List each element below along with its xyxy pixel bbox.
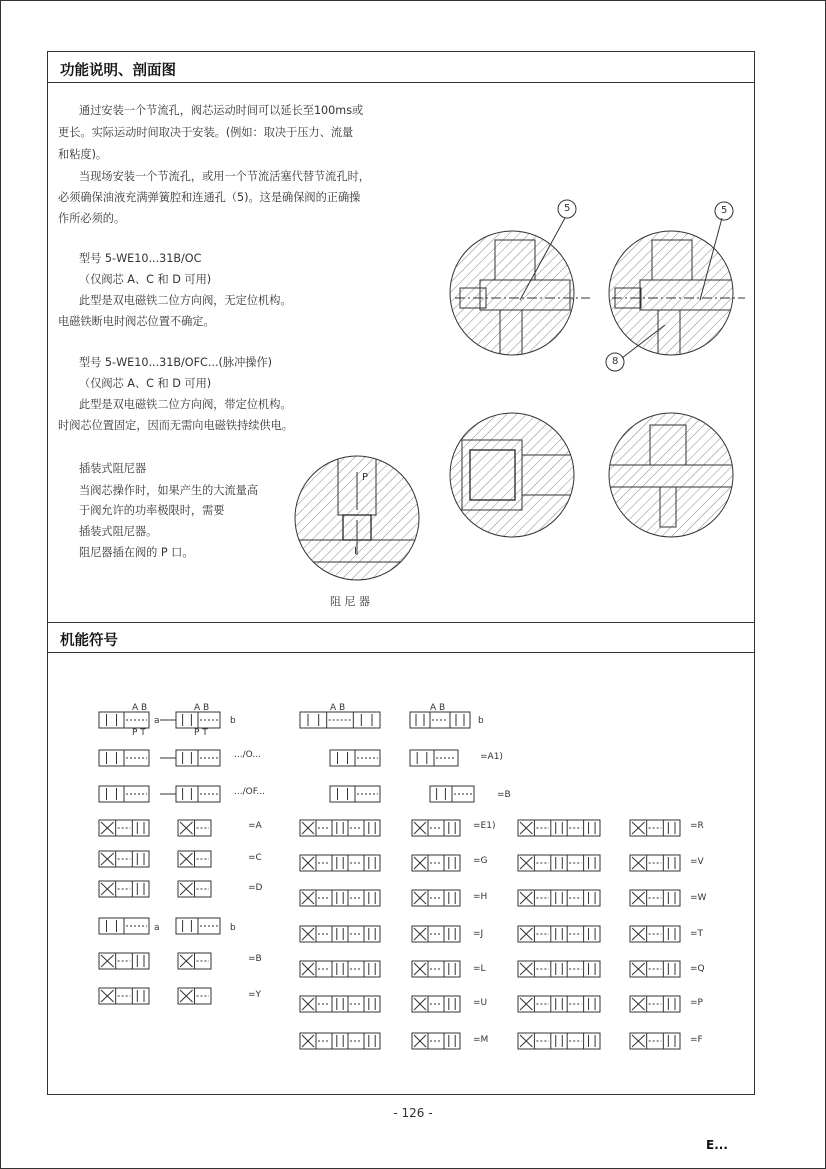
section-title: 功能说明、剖面图 <box>60 63 176 79</box>
eq-d: =D <box>248 883 263 893</box>
oc-type: 型号 5-WE10...31B/OC <box>79 252 202 265</box>
symbol-stroke <box>518 996 600 1012</box>
para2-line2: 必须确保油液充满弹簧腔和连通孔（5)。这是确保阀的正确操 <box>58 191 361 204</box>
port-ab-1: A B <box>132 703 148 713</box>
eq-c: =C <box>248 853 262 863</box>
eq-b: =B <box>248 954 262 964</box>
label-b-2: b <box>478 716 484 726</box>
eq-q: =Q <box>690 964 705 974</box>
oc-spool: （仅阀芯 A、C 和 D 可用) <box>79 273 212 286</box>
eq-j: =J <box>473 929 484 939</box>
section-title: 机能符号 <box>60 633 118 649</box>
symbol-stroke <box>630 855 680 871</box>
edition-flag: E... <box>706 1138 728 1152</box>
symbol-stroke <box>518 926 600 942</box>
symbol-stroke <box>630 890 680 906</box>
eq-e1: =E1) <box>473 821 496 831</box>
symbol-stroke <box>99 820 149 836</box>
eq-f: =F <box>690 1035 703 1045</box>
symbol-stroke <box>300 1033 380 1049</box>
symbol-stroke <box>99 881 149 897</box>
port-ab-4: A B <box>430 703 446 713</box>
para1-line2: 更长。实际运动时间取决于安装。(例如：取决于压力、流量 <box>58 126 354 139</box>
ofc-desc1: 此型是双电磁铁二位方向阀，带定位机构。 <box>79 398 292 411</box>
suffix-of: .../OF... <box>234 787 266 797</box>
page-number: - 126 - <box>393 1106 433 1120</box>
symbol-stroke <box>630 1033 680 1049</box>
label-a-2: a <box>154 923 160 933</box>
eq-m: =M <box>473 1035 489 1045</box>
label-b-1: b <box>230 716 236 726</box>
oc-desc1: 此型是双电磁铁二位方向阀，无定位机构。 <box>79 294 292 307</box>
suffix-o: .../O... <box>234 750 261 760</box>
eq-w: =W <box>690 893 707 903</box>
callout-5b-label: 5 <box>721 205 728 216</box>
para1-line3: 和粘度)。 <box>58 148 108 161</box>
eq-v: =V <box>690 857 704 867</box>
damper-line1: 当阀芯操作时，如果产生的大流量高 <box>79 484 259 497</box>
symbol-stroke <box>630 961 680 977</box>
ofc-desc2: 时阀芯位置固定，因而无需向电磁铁持续供电。 <box>58 419 293 432</box>
symbol-stroke <box>99 851 149 867</box>
damper-port-i: I <box>354 546 357 557</box>
eq-l: =L <box>473 964 486 974</box>
damper-line3: 插装式阻尼器。 <box>79 525 158 538</box>
eq-b-top: =B <box>497 790 511 800</box>
para2-line1: 当现场安装一个节流孔，或用一个节流活塞代替节流孔时， <box>79 170 370 183</box>
symbol-stroke <box>300 996 380 1012</box>
damper-caption: 阻 尼 器 <box>330 595 370 608</box>
ofc-spool: （仅阀芯 A、C 和 D 可用) <box>79 377 212 390</box>
port-pt-2: P T <box>194 728 208 738</box>
eq-h: =H <box>473 892 488 902</box>
callout-8-label: 8 <box>612 356 619 367</box>
symbol-stroke <box>518 961 600 977</box>
port-ab-3: A B <box>330 703 346 713</box>
ofc-type: 型号 5-WE10...31B/OFC...(脉冲操作) <box>79 356 273 369</box>
symbol-stroke <box>300 926 380 942</box>
symbol-stroke <box>630 820 680 836</box>
para1-line1: 通过安装一个节流孔，阀芯运动时间可以延长至100ms或 <box>79 104 364 117</box>
symbol-stroke <box>300 712 380 728</box>
symbol-stroke <box>518 890 600 906</box>
symbol-stroke <box>630 996 680 1012</box>
oc-desc2: 电磁铁断电时阀芯位置不确定。 <box>58 315 215 328</box>
damper-title: 插装式阻尼器 <box>79 462 147 475</box>
port-pt-1: P T <box>132 728 146 738</box>
eq-p: =P <box>690 998 703 1008</box>
callout-5a-label: 5 <box>564 203 571 214</box>
eq-t: =T <box>690 929 704 939</box>
symbol-stroke <box>300 961 380 977</box>
para2-line3: 作所必须的。 <box>58 212 126 225</box>
symbol-stroke <box>630 926 680 942</box>
symbol-stroke <box>518 1033 600 1049</box>
eq-a: =A <box>248 821 262 831</box>
label-a-1: a <box>154 716 160 726</box>
symbol-stroke <box>518 855 600 871</box>
eq-a1: =A1) <box>480 752 503 762</box>
label-b-3: b <box>230 923 236 933</box>
port-ab-2: A B <box>194 703 210 713</box>
eq-g: =G <box>473 856 488 866</box>
symbol-stroke <box>518 820 600 836</box>
symbol-stroke <box>99 988 149 1004</box>
eq-r: =R <box>690 821 704 831</box>
eq-y: =Y <box>248 990 262 1000</box>
symbol-stroke <box>300 820 380 836</box>
damper-line4: 阻尼器插在阀的 P 口。 <box>79 546 194 559</box>
symbol-stroke <box>300 855 380 871</box>
symbol-stroke <box>99 953 149 969</box>
damper-line2: 于阀允许的功率极限时，需要 <box>79 504 225 517</box>
eq-u: =U <box>473 998 488 1008</box>
symbol-stroke <box>300 890 380 906</box>
damper-port-p: P <box>362 472 369 483</box>
